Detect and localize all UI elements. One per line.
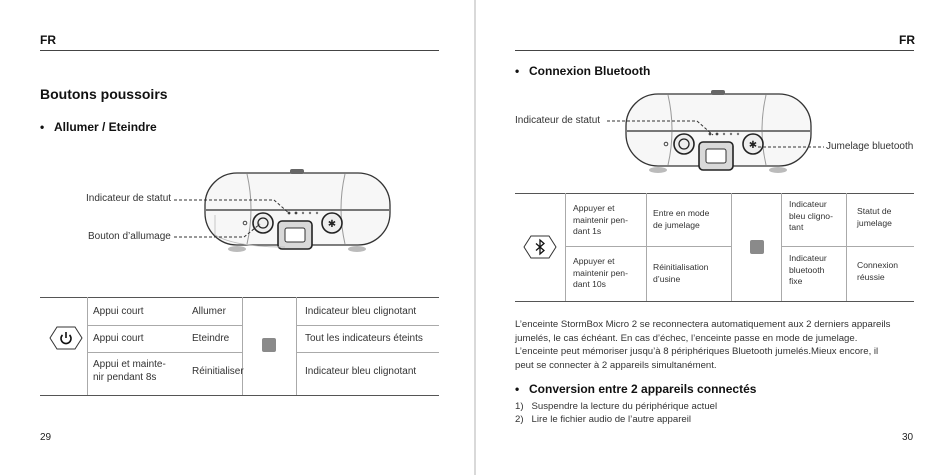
status-callout-line [174,198,292,218]
table-divider [731,193,732,301]
header-rule [515,50,914,51]
info-paragraph [515,318,890,372]
power-callout-line [174,222,264,242]
language-tag: FR [40,33,56,47]
bluetooth-icon [523,235,557,259]
table-divider [781,193,782,301]
table-divider [846,193,847,301]
table-row-rule [565,246,731,247]
table-cell-indicator: Indicateur bluetooth fixe [789,253,827,286]
paragraph-line: L’enceinte StormBox Micro 2 se reconnectera automatiquement aux 2 derniers appareils [515,319,891,330]
header-rule [40,50,439,51]
table-bottom-rule [515,301,914,302]
paragraph-line: peut se connecter à 2 appareils simultanément. [515,359,717,371]
section-heading: • Allumer / Eteindre [40,120,157,134]
page-title: Boutons poussoirs [40,86,168,102]
table-bottom-rule [40,395,439,396]
table-top-rule [40,297,439,298]
table-cell-indicator: Indicateur bleu clignotant [305,306,417,317]
table-cell-status: Connexion réussie [857,260,899,282]
paragraph-line: L’enceinte peut mémoriser jusqu’à 8 périphériques Bluetooth jumelés.Mieux encore, il [515,346,879,357]
table-row-rule [87,325,242,326]
table-cell-action: Appuyer et maintenir pen- dant 1s [573,203,628,236]
svg-text:✱: ✱ [327,219,337,230]
table-divider [646,193,647,301]
table-cell-indicator: Indicateur bleu cligno- tant [789,199,833,232]
page-number: 29 [40,432,52,443]
status-indicator-callout: Indicateur de statut [515,115,601,126]
section-heading: • Connexion Bluetooth [515,64,651,78]
power-button-callout: Bouton d’allumage [88,231,171,242]
power-icon [49,326,83,350]
right-page [476,0,950,475]
table-cell-result: Eteindre [192,333,230,344]
table-top-rule [515,193,914,194]
table-cell-indicator: Indicateur bleu clignotant [305,366,417,377]
table-cell-result: Réinitialiser [192,366,244,377]
status-callout-line [607,119,717,139]
led-indicator-swatch [750,240,764,254]
led-indicator-swatch [262,338,276,352]
bluetooth-pairing-callout: Jumelage bluetooth [826,141,914,152]
page-number: 30 [902,432,914,443]
table-cell-action: Appui court [93,306,144,317]
table-row-rule [296,352,439,353]
table-row-rule [87,352,242,353]
table-divider [565,193,566,301]
step-item: 2) Lire le fichier audio de l’autre appareil [515,414,691,425]
paragraph-line: jumelés, le cas échéant. En cas d’échec, l’enceinte passe en mode de jumelage. [515,332,858,344]
table-row-rule [781,246,914,247]
table-divider [296,297,297,395]
table-cell-result: Entre en mode de jumelage [653,208,710,230]
status-indicator-callout: Indicateur de statut [86,193,172,204]
table-cell-indicator: Tout les indicateurs éteints [305,333,423,344]
svg-text:✱: ✱ [748,140,758,151]
pairing-callout-line [758,140,826,154]
table-row-rule [296,325,439,326]
table-cell-action: Appuyer et maintenir pen- dant 10s [573,256,628,289]
table-cell-action: Appui court [93,333,144,344]
language-tag: FR [899,33,915,47]
table-divider [242,297,243,395]
table-cell-result: Allumer [192,306,226,317]
table-cell-result: Réinitialisation d’usine [653,262,709,284]
left-page [0,0,474,475]
step-item: 1) Suspendre la lecture du périphérique actuel [515,401,718,412]
table-divider [87,297,88,395]
table-cell-action: Appui et mainte- nir pendant 8s [93,359,166,383]
table-cell-status: Statut de jumelage [857,206,892,228]
section-heading: • Conversion entre 2 appareils connectés [515,382,757,396]
